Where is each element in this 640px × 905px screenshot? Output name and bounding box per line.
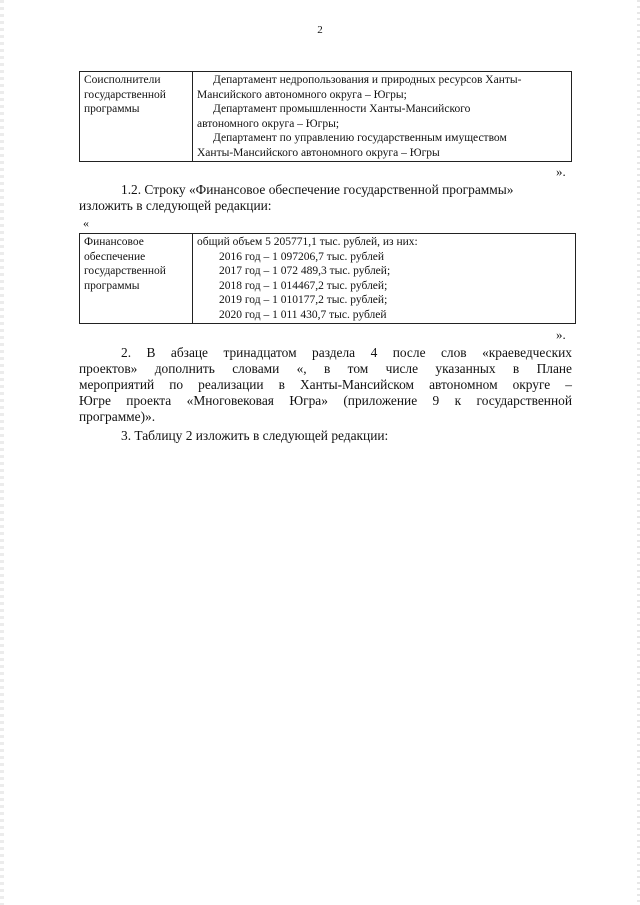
label-line: Соисполнители bbox=[84, 74, 161, 86]
paragraph-line: изложить в следующей редакции: bbox=[79, 198, 272, 213]
content-line: Мансийского автономного округа – Югры; bbox=[197, 88, 407, 101]
paragraph-line: 3. Таблицу 2 изложить в следующей редакции: bbox=[121, 428, 389, 443]
paragraph-line: мероприятий по реализации в Ханты-Мансийском автономном округе – bbox=[79, 377, 572, 392]
financing-year-line: 2016 год – 1 097206,7 тыс. рублей bbox=[219, 250, 385, 263]
financing-total: общий объем 5 205771,1 тыс. рублей, из них: bbox=[197, 236, 418, 248]
closing-quote: ». bbox=[556, 327, 566, 342]
closing-quote: ». bbox=[556, 164, 566, 179]
table-row bbox=[80, 72, 572, 162]
content-line: Ханты-Мансийского автономного округа – Югры bbox=[197, 146, 440, 159]
financing-label-cell bbox=[80, 234, 193, 324]
label-line: государственной bbox=[84, 265, 166, 277]
co-executors-table bbox=[79, 71, 572, 162]
paragraph-1-2 bbox=[79, 182, 572, 214]
content-line: автономного округа – Югры; bbox=[197, 117, 340, 130]
label-line: обеспечение bbox=[84, 250, 146, 263]
paragraph-line: 2. В абзаце тринадцатом раздела 4 после слов «краеведческих bbox=[121, 345, 572, 360]
label-line: Финансовое bbox=[84, 236, 144, 248]
co-executors-label-cell bbox=[80, 72, 193, 162]
paragraph-3 bbox=[79, 428, 572, 444]
scan-edge-left bbox=[0, 0, 4, 905]
paragraph-line: 1.2. Строку «Финансовое обеспечение государственной программы» bbox=[121, 182, 514, 197]
financing-year-line: 2019 год – 1 010177,2 тыс. рублей; bbox=[219, 294, 388, 306]
financing-year-line: 2020 год – 1 011 430,7 тыс. рублей bbox=[219, 308, 387, 321]
financing-content-cell bbox=[193, 234, 576, 324]
label-line: программы bbox=[84, 279, 140, 292]
content-line: Департамент промышленности Ханты-Мансийского bbox=[213, 103, 471, 115]
page-number: 2 bbox=[317, 24, 323, 36]
paragraph-line: проектов» дополнить словами «, в том числе указанных в Плане bbox=[79, 361, 572, 376]
financing-table bbox=[79, 233, 576, 324]
financing-year-line: 2018 год – 1 014467,2 тыс. рублей; bbox=[219, 279, 388, 292]
paragraph-line: Югре проекта «Многовековая Югра» (приложение 9 к государственной bbox=[79, 393, 572, 408]
financing-year-line: 2017 год – 1 072 489,3 тыс. рублей; bbox=[219, 265, 391, 277]
co-executors-content-cell bbox=[193, 72, 572, 162]
label-line: государственной bbox=[84, 88, 166, 101]
paragraph-line: программе)». bbox=[79, 409, 156, 424]
paragraph-2 bbox=[79, 345, 572, 425]
content-line: Департамент по управлению государственным имуществом bbox=[213, 132, 507, 144]
label-line: программы bbox=[84, 103, 140, 115]
opening-quote: « bbox=[83, 216, 89, 230]
content-line: Департамент недропользования и природных ресурсов Ханты- bbox=[213, 74, 522, 86]
table-row bbox=[80, 234, 576, 324]
